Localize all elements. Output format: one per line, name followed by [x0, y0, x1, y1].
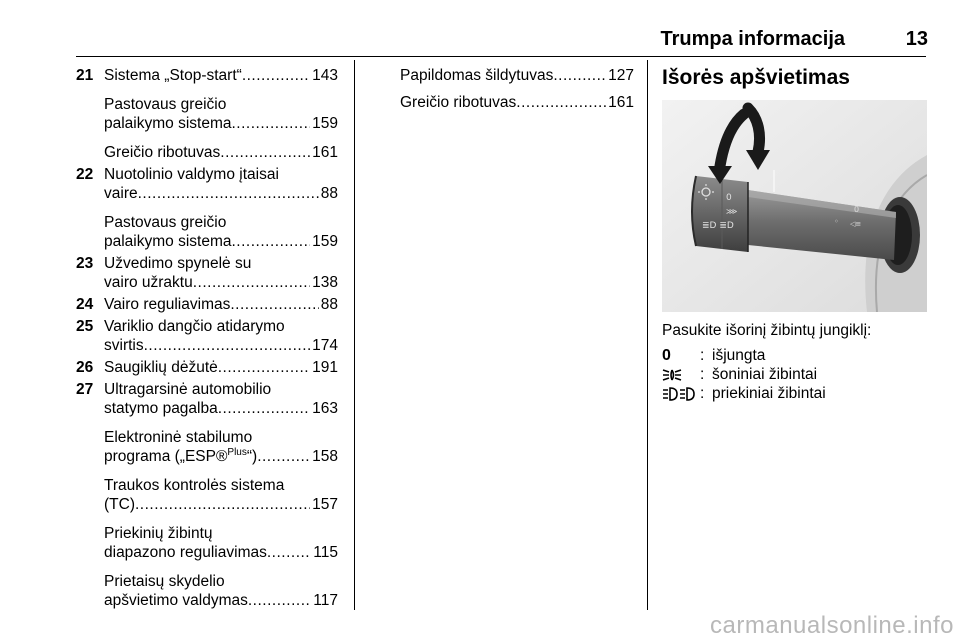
- toc-entry-title: [104, 399, 218, 418]
- toc-entry-text: Nuotolinio valdymo įtaisai: [104, 166, 279, 183]
- toc-leader-dots: [516, 93, 606, 112]
- toc-line: [400, 66, 634, 85]
- toc-entry-body: [104, 165, 338, 203]
- toc-list-left: [76, 66, 338, 620]
- toc-entry-title: [104, 295, 230, 314]
- toc-entry-title: [104, 495, 135, 514]
- legend-label: išjungta: [712, 347, 766, 364]
- toc-leader-dots: [230, 295, 318, 314]
- toc-item-number: 22: [76, 166, 94, 183]
- toc-entry-title: [104, 114, 232, 133]
- toc-leader-dots: [257, 447, 310, 466]
- toc-entry-text: statymo pagalba: [104, 400, 218, 417]
- toc-entry-body: [104, 380, 338, 418]
- toc-line: [104, 336, 338, 355]
- toc-entry-text: Variklio dangčio atidarymo: [104, 318, 285, 335]
- toc-line: [104, 95, 338, 114]
- toc-entry-title: [104, 165, 279, 184]
- toc-entry-body: [104, 317, 338, 355]
- toc-entry-title: [104, 447, 257, 466]
- toc-entry-text: Sistema „Stop-start“: [104, 67, 242, 84]
- toc-page-number: 163: [312, 400, 338, 417]
- toc-entry-body: [104, 358, 338, 377]
- toc-entry: [76, 143, 338, 162]
- toc-leader-dots: [220, 143, 310, 162]
- svg-text:0: 0: [726, 193, 732, 203]
- light-switch-illustration: [662, 100, 927, 312]
- toc-entry-body: [104, 295, 338, 314]
- toc-entry-title: [104, 273, 193, 292]
- toc-entry-text: vairo užraktu: [104, 274, 193, 291]
- toc-leader-dots: [267, 543, 311, 562]
- toc-page-number: 161: [608, 94, 634, 111]
- superscript-plus: Plus: [227, 446, 247, 458]
- toc-line: [104, 591, 338, 610]
- toc-entry-body: [104, 254, 338, 292]
- toc-entry-text: palaikymo sistema: [104, 233, 232, 250]
- toc-entry: [76, 524, 338, 562]
- toc-page-number: 159: [312, 233, 338, 250]
- toc-leader-dots: [135, 495, 310, 514]
- toc-item-number: 24: [76, 296, 94, 313]
- toc-line: [104, 114, 338, 133]
- toc-item-number: 21: [76, 67, 94, 84]
- toc-leader-dots: [242, 66, 310, 85]
- toc-entry: [76, 95, 338, 133]
- toc-entry-text: apšvietimo valdymas: [104, 592, 248, 609]
- legend-symbol: [662, 367, 700, 383]
- legend-colon: :: [700, 385, 705, 402]
- column-divider-left: [354, 60, 355, 610]
- page-number: 13: [905, 28, 928, 50]
- legend-label: priekiniai žibintai: [712, 385, 826, 402]
- toc-entry: [400, 93, 634, 112]
- toc-entry-title: [104, 428, 252, 447]
- switch-position-legend: [662, 346, 826, 403]
- toc-entry-body: [104, 572, 338, 610]
- toc-entry-text: Priekinių žibintų: [104, 525, 213, 542]
- toc-entry-text: diapazono reguliavimas: [104, 544, 267, 561]
- toc-entry-text: vaire: [104, 185, 138, 202]
- watermark: carmanualsonline.info: [710, 612, 954, 639]
- toc-leader-dots: [248, 591, 311, 610]
- toc-item-number: 27: [76, 381, 94, 398]
- toc-entry-text: Elektroninė stabilumo: [104, 429, 253, 446]
- toc-entry-text: (TC): [104, 496, 135, 513]
- legend-symbol: [662, 346, 700, 365]
- svg-text:⋙: ⋙: [726, 207, 738, 216]
- toc-page-number: 143: [312, 67, 338, 84]
- svg-text:◁≡: ◁≡: [850, 220, 862, 228]
- legend-colon: :: [700, 347, 705, 364]
- legend-row: [662, 365, 826, 384]
- toc-leader-dots: [232, 232, 311, 251]
- toc-entry-body: [104, 143, 338, 162]
- toc-entry-title: [104, 317, 285, 336]
- toc-entry: [76, 572, 338, 610]
- toc-entry-text: palaikymo sistema: [104, 115, 232, 132]
- header-rule: [76, 56, 926, 57]
- toc-entry-title: [104, 66, 242, 85]
- toc-leader-dots: [553, 66, 606, 85]
- zero-position-icon: 0: [662, 347, 671, 364]
- toc-page-number: 161: [312, 144, 338, 161]
- toc-line: [104, 165, 338, 184]
- svg-text:0: 0: [854, 205, 860, 214]
- toc-entry-title: [104, 358, 218, 377]
- toc-entry: [76, 476, 338, 514]
- toc-page-number: 127: [608, 67, 634, 84]
- toc-entry-body: [104, 95, 338, 133]
- caption: Pasukite išorinį žibintų jungiklį:: [662, 322, 872, 339]
- toc-line: [104, 143, 338, 162]
- toc-entry-body: [104, 66, 338, 85]
- toc-entry-text: Saugiklių dėžutė: [104, 359, 218, 376]
- toc-entry-text: programa („ESP®: [104, 448, 228, 465]
- toc-entry: [76, 66, 338, 85]
- section-title: Išorės apšvietimas: [662, 66, 850, 89]
- toc-entry-body: [104, 476, 338, 514]
- toc-line: [104, 295, 338, 314]
- toc-entry: [76, 213, 338, 251]
- toc-entry-text: Traukos kontrolės sistema: [104, 477, 285, 494]
- toc-entry-body: [104, 213, 338, 251]
- toc-entry-title: [104, 380, 271, 399]
- toc-page-number: 117: [313, 592, 338, 609]
- toc-entry-text: Greičio ribotuvas: [104, 144, 221, 161]
- toc-leader-dots: [218, 358, 310, 377]
- legend-row: [662, 384, 826, 403]
- toc-line: [104, 428, 338, 447]
- toc-entry-text: Užvedimo spynelė su: [104, 255, 252, 272]
- light-switch-stalk-icon: [662, 100, 927, 312]
- headlights-icon: [662, 386, 696, 402]
- toc-entry: [76, 380, 338, 418]
- toc-line: [104, 273, 338, 292]
- toc-line: [104, 184, 338, 203]
- toc-entry-text: Vairo reguliavimas: [104, 296, 231, 313]
- toc-entry: [76, 254, 338, 292]
- toc-entry: [76, 165, 338, 203]
- toc-entry-text: Prietaisų skydelio: [104, 573, 225, 590]
- side-lights-icon: [662, 367, 682, 383]
- legend-colon: :: [700, 366, 705, 383]
- toc-entry: [76, 428, 338, 466]
- toc-line: [104, 524, 338, 543]
- svg-text:◦: ◦: [834, 217, 839, 226]
- legend-label: šoniniai žibintai: [712, 366, 818, 383]
- toc-entry-title: [104, 336, 144, 355]
- toc-leader-dots: [138, 184, 319, 203]
- toc-leader-dots: [232, 114, 311, 133]
- toc-line: [104, 66, 338, 85]
- toc-entry-title: Greičio ribotuvas: [400, 94, 517, 111]
- toc-page-number: 88: [320, 296, 338, 313]
- toc-entry-title: [104, 184, 138, 203]
- toc-line: [104, 543, 338, 562]
- toc-line: [104, 232, 338, 251]
- toc-item-number: 26: [76, 359, 94, 376]
- toc-entry-title: [104, 524, 213, 543]
- toc-line: [104, 476, 338, 495]
- toc-entry: [76, 358, 338, 377]
- toc-line: [104, 572, 338, 591]
- toc-entry-body: [104, 524, 338, 562]
- toc-entry-text: svirtis: [104, 337, 144, 354]
- toc-entry-body: [104, 428, 338, 466]
- toc-item-number: 25: [76, 318, 94, 335]
- toc-page-number: 157: [312, 496, 338, 513]
- toc-entry-text: Pastovaus greičio: [104, 96, 227, 113]
- toc-list-middle: [400, 66, 634, 120]
- toc-entry: [400, 66, 634, 85]
- toc-entry-title: [104, 232, 232, 251]
- toc-entry-title: Papildomas šildytuvas: [400, 67, 554, 84]
- legend-symbol: [662, 386, 700, 402]
- svg-text:≣D ≣D: ≣D ≣D: [702, 221, 734, 231]
- toc-entry-title: [104, 213, 226, 232]
- toc-line: [104, 399, 338, 418]
- toc-leader-dots: [193, 273, 310, 292]
- toc-item-number: 23: [76, 255, 94, 272]
- toc-entry-title: [104, 95, 226, 114]
- toc-entry-title: [104, 143, 220, 162]
- toc-entry-title: [104, 543, 267, 562]
- toc-entry-title: [104, 476, 284, 495]
- toc-line: [104, 358, 338, 377]
- toc-line: [400, 93, 634, 112]
- toc-leader-dots: [144, 336, 311, 355]
- toc-line: [104, 254, 338, 273]
- running-header-title: Trumpa informacija: [660, 28, 845, 50]
- column-divider-right: [647, 60, 648, 610]
- toc-line: [104, 380, 338, 399]
- toc-entry-text: Pastovaus greičio: [104, 214, 227, 231]
- legend-row: [662, 346, 826, 365]
- toc-page-number: 115: [313, 544, 338, 561]
- toc-entry-title: [104, 254, 251, 273]
- toc-page-number: 159: [312, 115, 338, 132]
- toc-leader-dots: [218, 399, 310, 418]
- toc-entry: [76, 295, 338, 314]
- toc-entry-title: [104, 591, 248, 610]
- toc-page-number: 158: [312, 448, 338, 465]
- toc-line: [104, 317, 338, 336]
- toc-entry-text: Ultragarsinė automobilio: [104, 381, 272, 398]
- toc-entry-text-after: “): [246, 448, 258, 465]
- toc-entry-title: [104, 572, 225, 591]
- toc-page-number: 88: [320, 185, 338, 202]
- toc-line: [104, 495, 338, 514]
- toc-entry: [76, 317, 338, 355]
- toc-line: [104, 447, 338, 466]
- toc-page-number: 174: [312, 337, 338, 354]
- toc-line: [104, 213, 338, 232]
- toc-page-number: 138: [312, 274, 338, 291]
- toc-page-number: 191: [312, 359, 338, 376]
